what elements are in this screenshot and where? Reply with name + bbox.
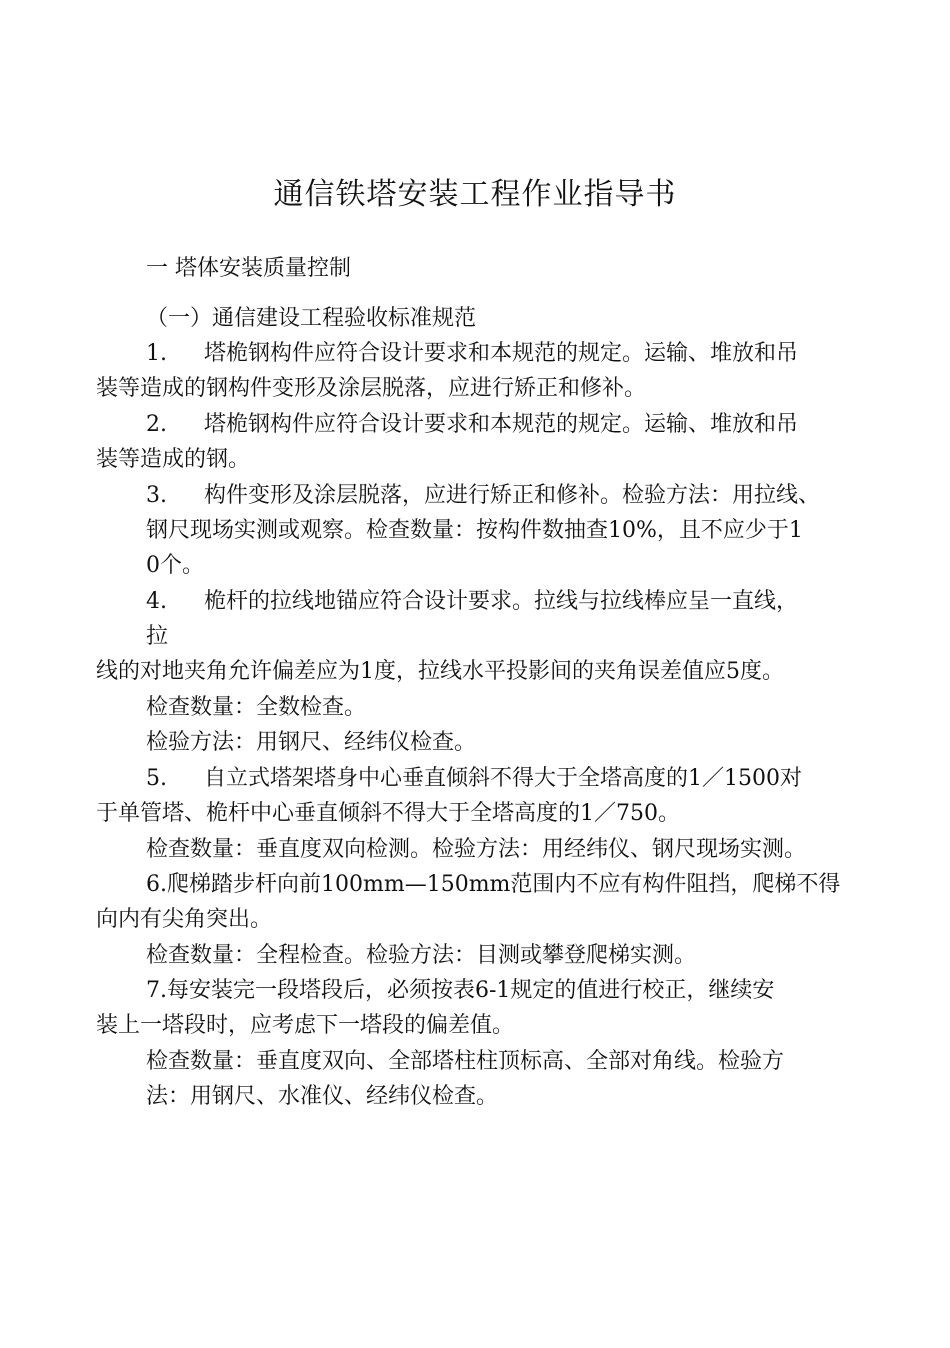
- item-1-line-1: [146, 339, 798, 369]
- section-heading: 一 塔体安装质量控制: [146, 256, 351, 281]
- item-2-line-2: 装等造成的钢。: [96, 447, 251, 472]
- item-3-line-1: [146, 481, 820, 511]
- subsection-heading: （一）通信建设工程验收标准规范: [146, 306, 477, 331]
- item-4-text: 桅杆的拉线地锚应符合设计要求。拉线与拉线棒应呈一直线，: [204, 589, 799, 614]
- item-5-line-1: [146, 764, 802, 794]
- item-1-text: 塔桅钢构件应符合设计要求和本规范的规定。运输、堆放和吊: [204, 341, 799, 366]
- item-1-number: 1.: [146, 341, 167, 366]
- item-3-line-2: 钢尺现场实测或观察。检查数量：按构件数抽查10%，且不应少于1: [146, 518, 803, 543]
- item-5-number: 5.: [146, 766, 167, 791]
- item-4-check-method: 检验方法：用钢尺、经纬仪检查。: [146, 730, 477, 755]
- item-2-line-1: [146, 410, 798, 440]
- item-4-number: 4.: [146, 589, 167, 614]
- item-7-line-2: 装上一塔段时，应考虑下一塔段的偏差值。: [96, 1013, 515, 1038]
- item-7-check-line-2: 法：用钢尺、水准仪、经纬仪检查。: [146, 1084, 499, 1109]
- item-3-text: 构件变形及涂层脱落，应进行矫正和修补。检验方法：用拉线、: [204, 483, 821, 508]
- item-4-line-2: 拉: [146, 624, 169, 649]
- item-6-check: 检查数量：全程检查。检验方法：目测或攀登爬梯实测。: [146, 943, 697, 968]
- item-3-line-3: 0个。: [146, 553, 204, 578]
- item-5-check: 检查数量：垂直度双向检测。检验方法：用经纬仪、钢尺现场实测。: [146, 837, 807, 862]
- item-5-line-2: 于单管塔、桅杆中心垂直倾斜不得大于全塔高度的1／750。: [96, 801, 680, 826]
- item-6-line-1: 6.爬梯踏步杆向前100mm—150mm范围内不应有构件阻挡，爬梯不得: [146, 872, 841, 897]
- item-3-number: 3.: [146, 483, 167, 508]
- item-7-line-1: 7.每安装完一段塔段后，必须按表6-1规定的值进行校正，继续安: [146, 978, 775, 1003]
- document-title: 通信铁塔安装工程作业指导书: [273, 177, 677, 212]
- item-5-text: 自立式塔架塔身中心垂直倾斜不得大于全塔高度的1／1500对: [204, 766, 802, 791]
- item-7-check-line-1: 检查数量：垂直度双向、全部塔柱柱顶标高、全部对角线。检验方: [146, 1049, 785, 1074]
- item-4-check-count: 检查数量：全数检查。: [146, 695, 367, 720]
- item-2-text: 塔桅钢构件应符合设计要求和本规范的规定。运输、堆放和吊: [204, 412, 799, 437]
- item-1-line-2: 装等造成的钢构件变形及涂层脱落，应进行矫正和修补。: [96, 376, 647, 401]
- item-4-line-1: [146, 587, 798, 617]
- item-2-number: 2.: [146, 412, 167, 437]
- item-6-line-2: 向内有尖角突出。: [96, 907, 273, 932]
- item-4-line-3: 线的对地夹角允许偏差应为1度，拉线水平投影间的夹角误差值应5度。: [96, 659, 784, 684]
